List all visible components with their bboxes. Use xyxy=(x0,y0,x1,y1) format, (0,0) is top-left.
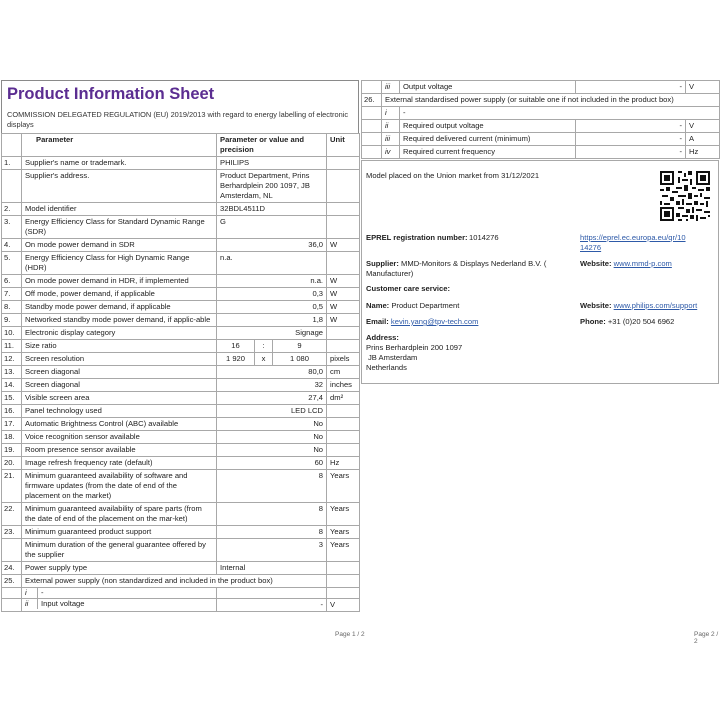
table-row: i - xyxy=(362,107,720,120)
table-row: 5. Energy Efficiency Class for High Dynamic Range (HDR) n.a. xyxy=(2,252,360,275)
power-supply-table xyxy=(361,80,720,159)
supplier-line: Supplier: MMD-Monitors & Displays Nederland B.V. ( Manufacturer) xyxy=(366,259,547,278)
table-header xyxy=(2,134,360,157)
eprel-number: 1014276 xyxy=(469,233,499,242)
eprel-label: EPREL registration number: xyxy=(366,233,468,242)
table-row: 21. Minimum guaranteed availability of software and firmware updates (from the date of end of the placement on the market) 8 Years xyxy=(2,470,360,503)
table-row: ii Input voltage - V xyxy=(2,599,360,612)
address-block: Address: Prins Berhardplein 200 1097 JB Amsterdam Netherlands xyxy=(366,333,463,372)
table-row: 4. On mode power demand in SDR 36,0 W xyxy=(2,239,360,252)
table-row: 12. Screen resolution 1 920 x 1 080 pixels xyxy=(2,353,360,366)
table-row: 18. Voice recognition sensor available No xyxy=(2,431,360,444)
table-row: 25. External power supply (non standardized and included in the product box) xyxy=(2,575,360,588)
table-row: 23. Minimum guaranteed product support 8 Years xyxy=(2,526,360,539)
website-link-philips[interactable]: www.philips.com/support xyxy=(613,301,698,310)
table-row: 7. Off mode, power demand, if applicable 0,3 W xyxy=(2,288,360,301)
table-row: 16. Panel technology used LED LCD xyxy=(2,405,360,418)
table-row: 11. Size ratio 16 : 9 xyxy=(2,340,360,353)
table-row: Supplier's address. Product Department, Prins Berhardplein 200 1097, JB Amsterdam, NL xyxy=(2,170,360,203)
page-1 xyxy=(1,80,359,612)
customer-care-label: Customer care service: xyxy=(366,284,450,293)
regulation-text: COMMISSION DELEGATED REGULATION (EU) 2019/2013 with regard to energy labelling of electronic displays xyxy=(7,110,349,129)
title-box xyxy=(1,80,359,133)
table-row: 10. Electronic display category Signage xyxy=(2,327,360,340)
table-row: 17. Automatic Brightness Control (ABC) available No xyxy=(2,418,360,431)
placed-on-market: Model placed on the Union market from 31/12/2021 xyxy=(366,171,540,180)
website-link-mmd[interactable]: www.mmd-p.com xyxy=(613,259,672,268)
table-row: i - xyxy=(2,588,360,599)
table-row: 1. Supplier's name or trademark. PHILIPS xyxy=(2,157,360,170)
parameter-table xyxy=(1,133,360,612)
page-number-2: Page 2 / 2 xyxy=(694,631,719,645)
header-unit: Unit xyxy=(327,134,360,157)
table-row: 22. Minimum guaranteed availability of spare parts (from the date of end of the placement on the mar-ket) 8 Years xyxy=(2,503,360,526)
phone-line: Phone: +31 (0)20 504 6962 xyxy=(580,317,675,326)
table-row: 26. External standardised power supply (or suitable one if not included in the product box) xyxy=(362,94,720,107)
email-line: Email: kevin.yang@tpv-tech.com xyxy=(366,317,479,326)
table-row: iii Required delivered current (minimum) - A xyxy=(362,133,720,146)
header-parameter: Parameter xyxy=(22,134,217,157)
table-row: Minimum duration of the general guarantee offered by the supplier 3 Years xyxy=(2,539,360,562)
table-row: iv Required current frequency - Hz xyxy=(362,146,720,159)
table-row: 15. Visible screen area 27,4 dm² xyxy=(2,392,360,405)
header-value: Parameter or value and precision xyxy=(217,134,327,157)
eprel-link[interactable]: https://eprel.ec.europa.eu/qr/10 14276 xyxy=(580,233,686,252)
table-row: 6. On mode power demand in HDR, if implemented n.a. W xyxy=(2,275,360,288)
page-2 xyxy=(361,80,719,159)
supplier-info-box xyxy=(361,160,719,384)
table-row: 24. Power supply type Internal xyxy=(2,562,360,575)
table-row: 19. Room presence sensor available No xyxy=(2,444,360,457)
table-row: 14. Screen diagonal 32 inches xyxy=(2,379,360,392)
qr-code-icon[interactable] xyxy=(660,171,710,221)
table-row: 9. Networked standby mode power demand, if applic-able 1,8 W xyxy=(2,314,360,327)
name-line: Name: Product Department xyxy=(366,301,460,310)
table-row: 13. Screen diagonal 80,0 cm xyxy=(2,366,360,379)
table-row: 3. Energy Efficiency Class for Standard Dynamic Range (SDR) G xyxy=(2,216,360,239)
table-row: 20. Image refresh frequency rate (default) 60 Hz xyxy=(2,457,360,470)
website-line-1: Website: www.mmd-p.com xyxy=(580,259,672,268)
email-link[interactable]: kevin.yang@tpv-tech.com xyxy=(390,317,479,326)
table-row: 8. Standby mode power demand, if applicable 0,5 W xyxy=(2,301,360,314)
table-row: iii Output voltage - V xyxy=(362,81,720,94)
table-row: 2. Model identifier 32BDL4511D xyxy=(2,203,360,216)
table-row: ii Required output voltage - V xyxy=(362,120,720,133)
page-number-1: Page 1 / 2 xyxy=(335,631,365,638)
page-title: Product Information Sheet xyxy=(7,85,215,103)
website-line-2: Website: www.philips.com/support xyxy=(580,301,698,310)
